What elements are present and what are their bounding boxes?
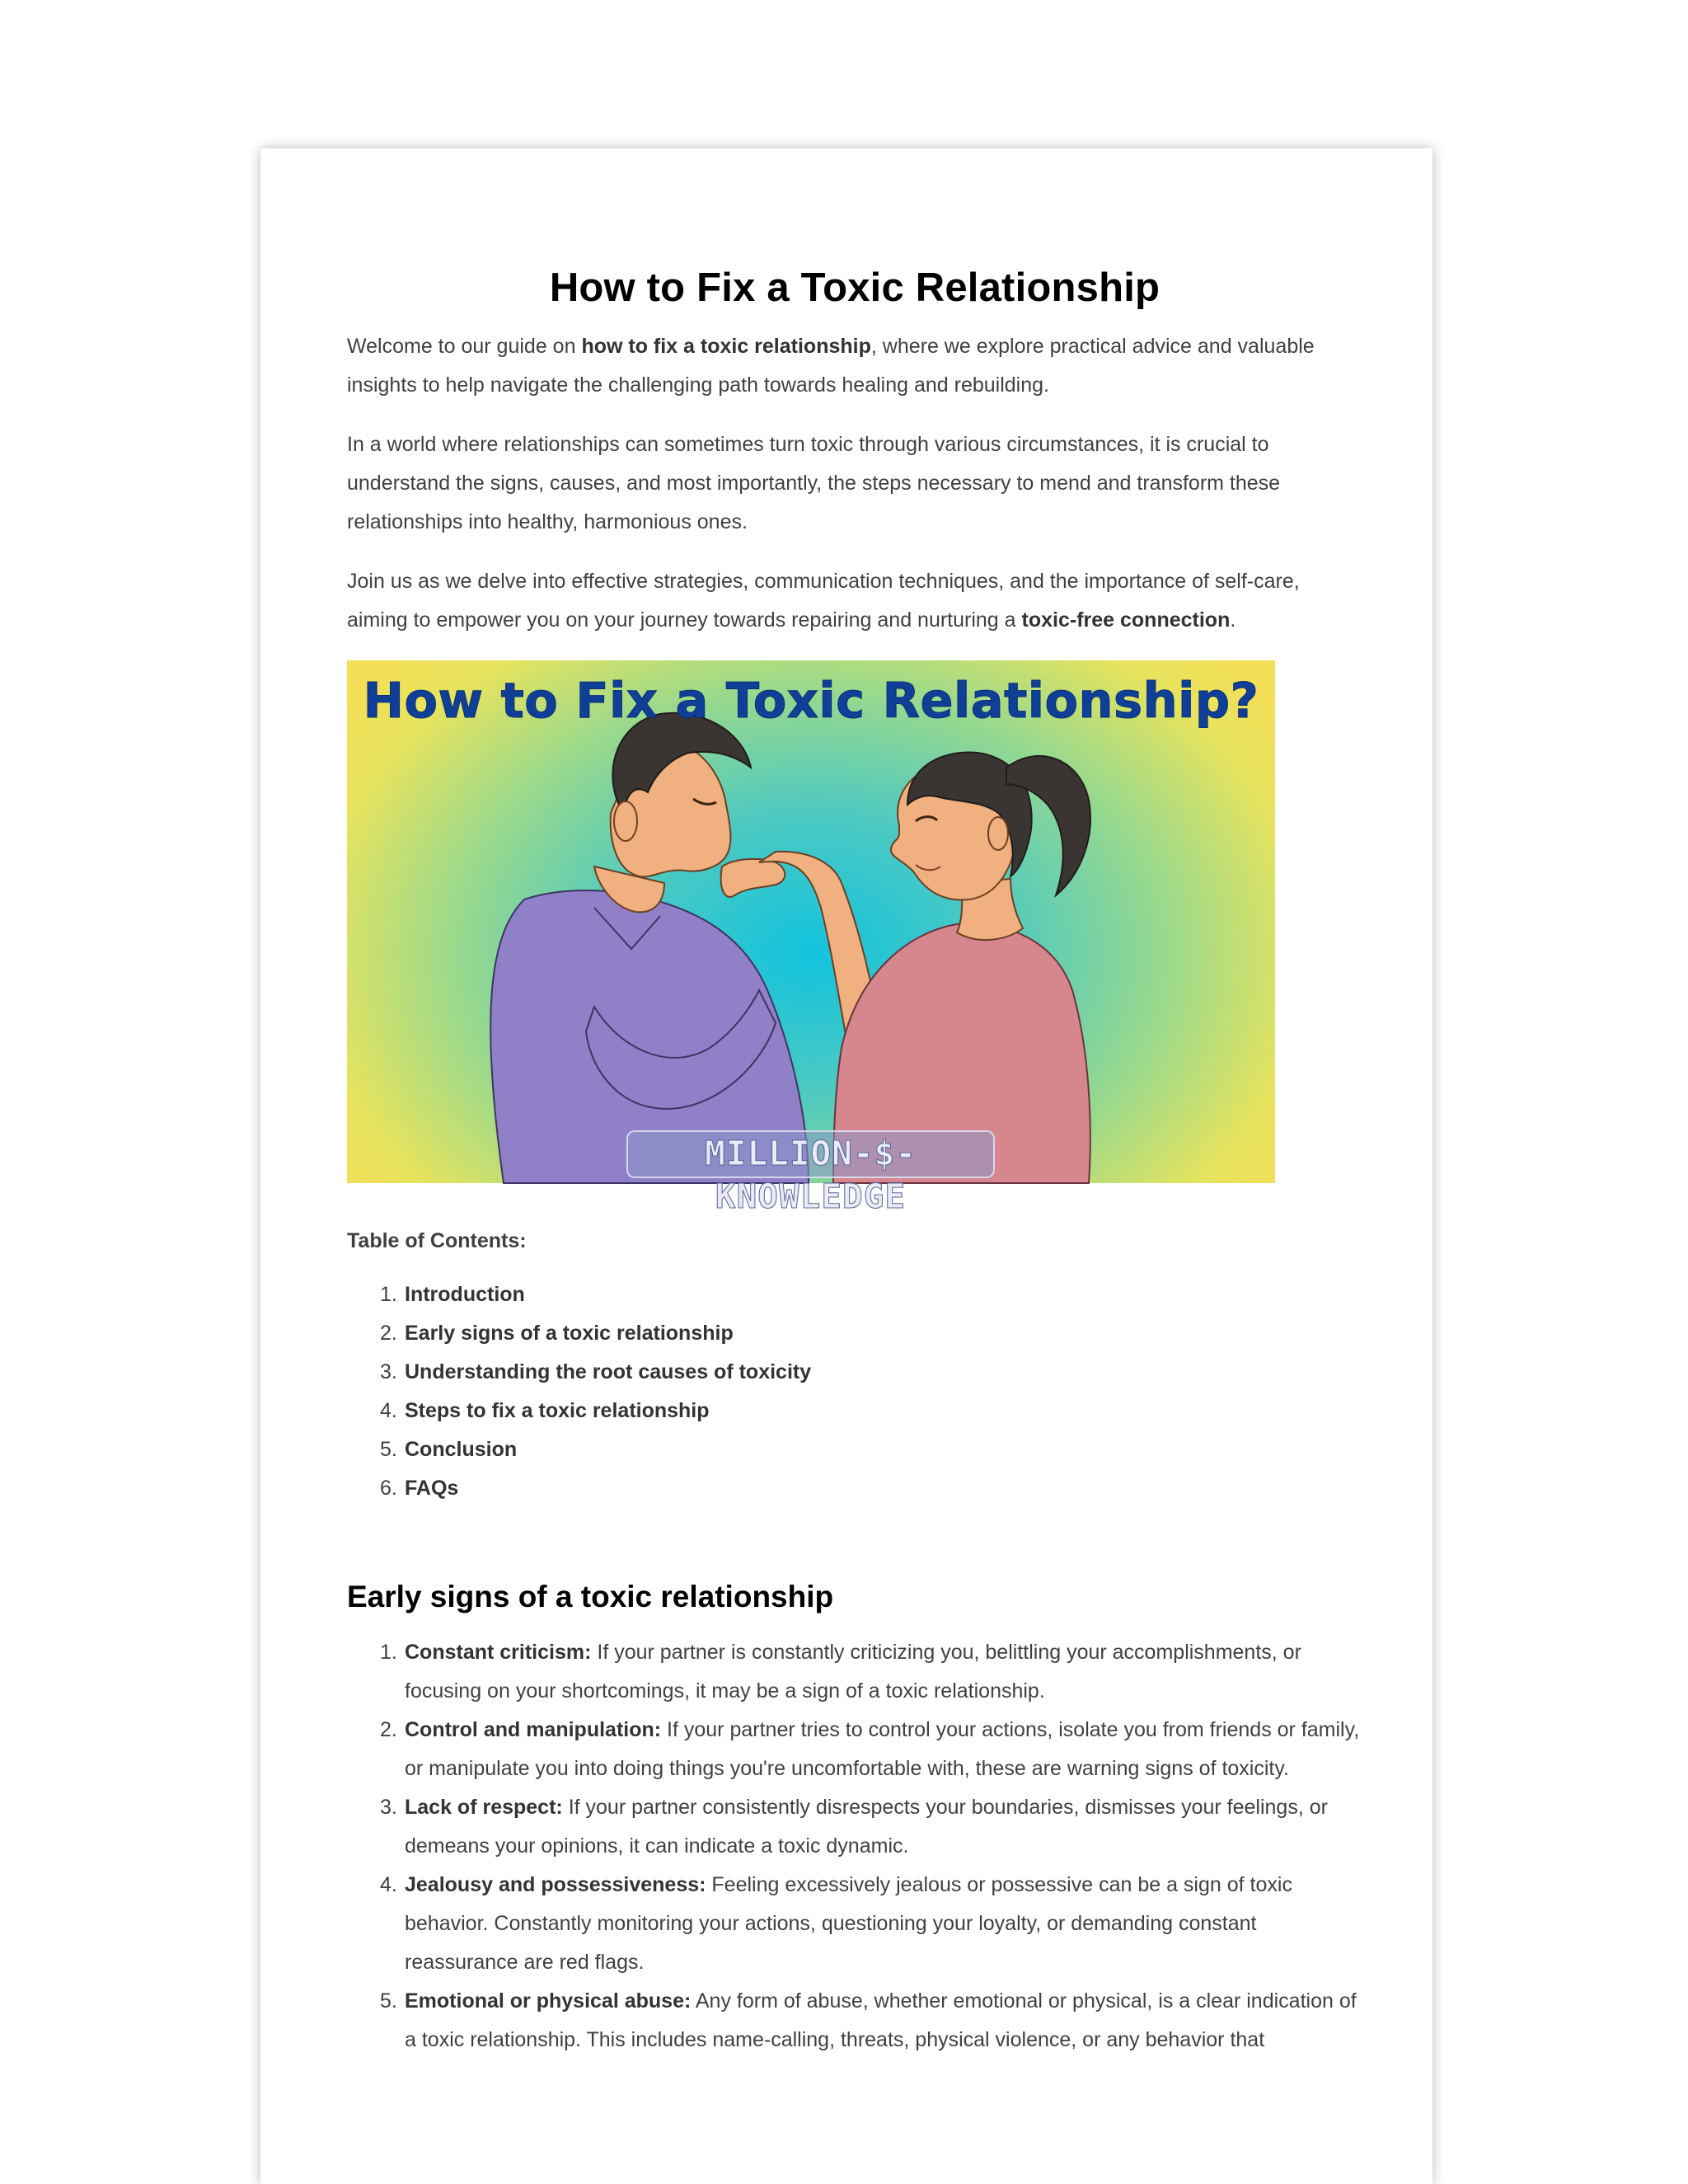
list-item [347, 1711, 1362, 1788]
toc-item[interactable] [347, 1469, 1362, 1508]
woman-ear [988, 817, 1008, 850]
list-text: If your partner consistently disrespects your boundaries, dismisses your feelings, or demeans your opinions, it can indicate a toxic dynamic. [405, 1796, 1328, 1858]
toc-number: 4. [380, 1399, 397, 1422]
couple-illustration [347, 660, 1275, 1183]
list-term: Emotional or physical abuse: [405, 1989, 692, 2013]
toc-item[interactable] [347, 1430, 1362, 1469]
toc-number: 5. [380, 1438, 397, 1461]
toc-link[interactable]: Introduction [405, 1283, 525, 1306]
image-watermark: MILLION-$-KNOWLEDGE [626, 1130, 995, 1178]
toc-link[interactable]: Steps to fix a toxic relationship [405, 1399, 710, 1422]
list-item [347, 1633, 1362, 1711]
list-term: Constant criticism: [405, 1641, 592, 1664]
list-term: Lack of respect: [405, 1796, 563, 1819]
intro-text: Join us as we delve into effective strategies, communication techniques, and the importance of self-care, aiming to empower you on your journey towards repairing and nurturing a [347, 570, 1300, 632]
toc-item[interactable] [347, 1353, 1362, 1392]
list-term: Jealousy and possessiveness: [405, 1873, 706, 1896]
intro-keyword: toxic-free connection [1021, 608, 1231, 632]
table-of-contents [347, 1275, 1362, 1508]
toc-link[interactable]: FAQs [405, 1477, 459, 1500]
image-heading: How to Fix a Toxic Relationship? [363, 672, 1259, 729]
section-heading: Early signs of a toxic relationship [347, 1580, 834, 1613]
intro-paragraph-2: In a world where relationships can sometimes turn toxic through various circumstances, it is crucial to understand the signs, causes, and most importantly, the steps necessary to mend and transform these relationships into healthy, harmonious ones. [347, 433, 1281, 533]
man-hand [721, 859, 785, 897]
toc-label: Table of Contents: [347, 1229, 527, 1252]
article-body [347, 258, 1362, 2060]
intro-text: . [1230, 608, 1236, 632]
toc-link[interactable]: Understanding the root causes of toxicity [405, 1360, 812, 1383]
toc-link[interactable]: Conclusion [405, 1438, 518, 1461]
document-page [260, 148, 1432, 2184]
list-text: If your partner is constantly criticizing you, belittling your accomplishments, or focusing on your shortcomings, it may be a sign of a toxic relationship. [405, 1641, 1301, 1703]
intro-keyword: how to fix a toxic relationship [581, 335, 871, 358]
toc-item[interactable] [347, 1275, 1362, 1314]
intro-text: Welcome to our guide on [347, 335, 582, 358]
man-ear [614, 801, 637, 841]
list-text: Feeling excessively jealous or possessive can be a sign of toxic behavior. Constantly monitoring your actions, questioning your loyalty, or demanding constant reassurance are red flags. [405, 1873, 1292, 1974]
list-number: 4. [380, 1873, 397, 1896]
intro-text: , where we explore practical advice and valuable insights to help navigate the challenging path towards healing and rebuilding. [347, 335, 1315, 397]
intro-paragraph-1 [347, 327, 1362, 405]
toc-item[interactable] [347, 1392, 1362, 1430]
toc-number: 6. [380, 1477, 397, 1500]
list-item [347, 1982, 1362, 2060]
list-number: 2. [380, 1718, 397, 1741]
intro-paragraph-3 [347, 562, 1362, 640]
toc-number: 2. [380, 1322, 397, 1345]
signs-list [347, 1633, 1362, 2060]
list-text: Any form of abuse, whether emotional or physical, is a clear indication of a toxic relationship. This includes name-calling, threats, physical violence, or any behavior that [405, 1989, 1357, 2051]
list-number: 5. [380, 1989, 397, 2013]
toc-number: 3. [380, 1360, 397, 1383]
toc-item[interactable] [347, 1314, 1362, 1353]
list-item [347, 1788, 1362, 1866]
list-term: Control and manipulation: [405, 1718, 662, 1741]
hero-illustration [347, 660, 1275, 1216]
toc-number: 1. [380, 1283, 397, 1306]
list-number: 3. [380, 1796, 397, 1819]
page-title: How to Fix a Toxic Relationship [549, 265, 1160, 310]
list-text: If your partner tries to control your actions, isolate you from friends or family, or manipulate you into doing things you're uncomfortable with, these are warning signs of toxicity. [405, 1718, 1360, 1780]
toc-link[interactable]: Early signs of a toxic relationship [405, 1322, 734, 1345]
list-number: 1. [380, 1641, 397, 1664]
list-item [347, 1866, 1362, 1982]
